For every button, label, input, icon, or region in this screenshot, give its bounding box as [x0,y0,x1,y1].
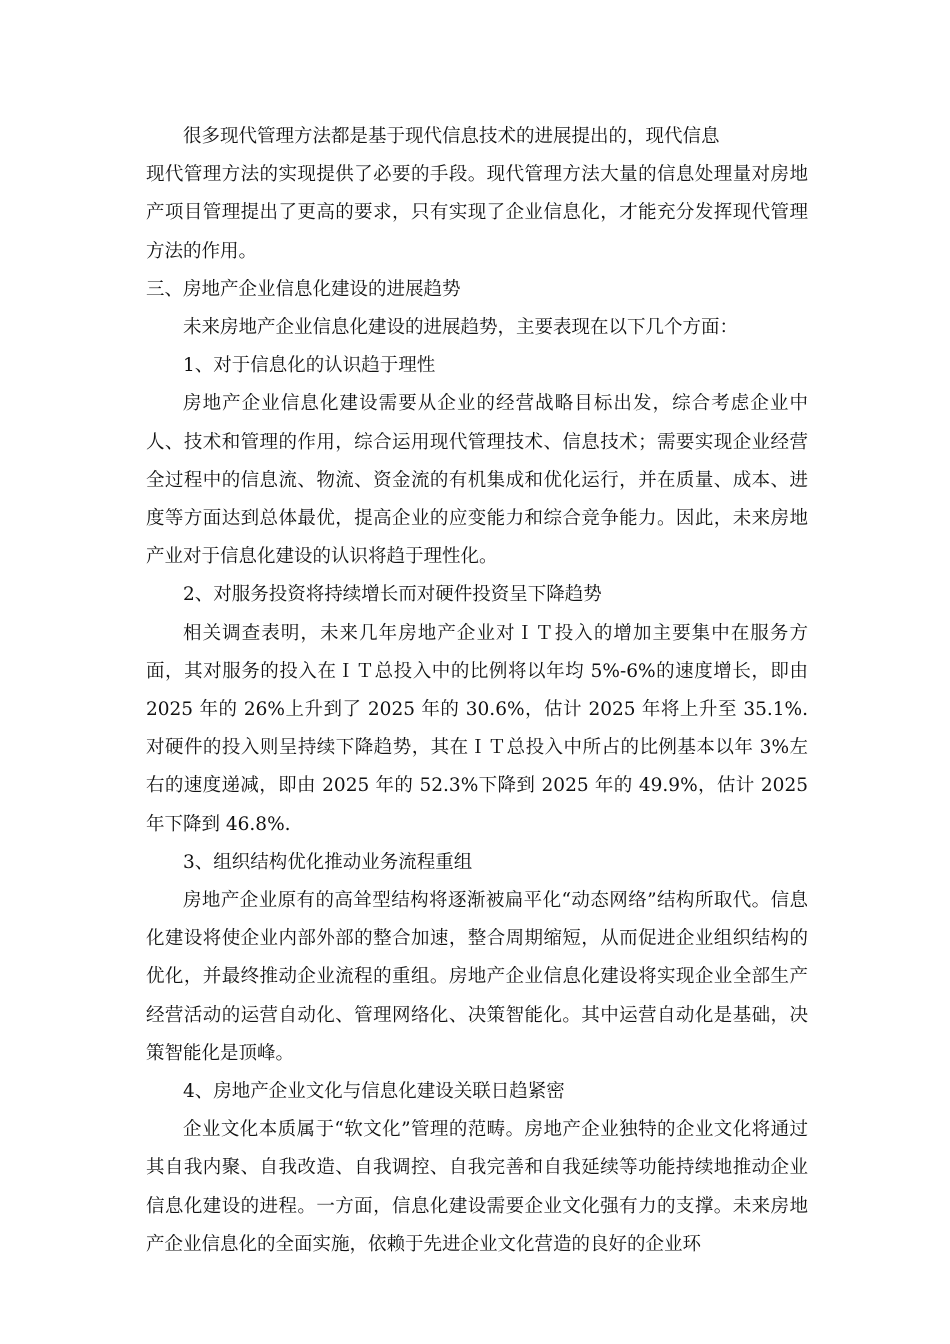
paragraph-4: 企业文化本质属于“软文化”管理的范畴。房地产企业独特的企业文化将通过其自我内聚、自我改造、自我调控、自我完善和自我延续等功能持续地推动企业信息化建设的进程。一方面，信息化建设需要企业文化强有力的支撑。未来房地产企业信息化的全面实施，依赖于先进企业文化营造的良好的企业环 [146,1119,808,1255]
paragraph-3: 房地产企业原有的高耸型结构将逐渐被扁平化“动态网络”结构所取代。信息化建设将使企业内部外部的整合加速，整合周期缩短，从而促进企业组织结构的优化，并最终推动企业流程的重组。房地产企业信息化建设将实现企业全部生产经营活动的运营自动化、管理网络化、决策智能化。其中运营自动化是基础，决策智能化是顶峰。 [146,890,808,1064]
subheading-4: 4、房地产企业文化与信息化建设关联日趋紧密 [183,1081,565,1103]
paragraph-2: 相关调查表明，未来几年房地产企业对ＩＴ投入的增加主要集中在服务方面，其对服务的投入在ＩＴ总投入中的比例将以年均 5%-6%的速度增长，即由 2025 年的 26%上升到了 2025 年的 30.6%，估计 2025 年将上升至 35.1%.对硬件的投入则呈持续下降趋势，其在ＩＴ总投入中所占的比例基本以年 3%左右的速度递减，即由 2025 年的 52.3%下降到 2025 年的 49.9%，估计 2025 年下降到 46.8%. [146,622,808,835]
paragraph-continuation: 现代管理方法的实现提供了必要的手段。现代管理方法大量的信息处理量对房地产项目管理提出了更高的要求，只有实现了企业信息化，才能充分发挥现代管理方法的作用。 [146,164,808,262]
paragraph-text: 很多现代管理方法都是基于现代信息技术的进展提出的，现代信息 [183,126,720,147]
paragraph-fragment-top [146,118,808,156]
subheading-2: 2、对服务投资将持续增长而对硬件投资呈下降趋势 [183,584,602,606]
paragraph-1: 房地产企业信息化建设需要从企业的经营战略目标出发，综合考虑企业中人、技术和管理的作用，综合运用现代管理技术、信息技术；需要实现企业经营全过程中的信息流、物流、资金流的有机集成和优化运行，并在质量、成本、进度等方面达到总体最优，提高企业的应变能力和综合竞争能力。因此，未来房地产业对于信息化建设的认识将趋于理性化。 [146,393,808,568]
subheading-3: 3、组织结构优化推动业务流程重组 [183,851,473,873]
section-heading-3: 三、房地产企业信息化建设的进展趋势 [146,278,461,300]
document-body [146,118,808,1264]
subheading-1: 1、对于信息化的认识趋于理性 [183,355,436,377]
paragraph-intro: 未来房地产企业信息化建设的进展趋势，主要表现在以下几个方面： [183,317,739,339]
